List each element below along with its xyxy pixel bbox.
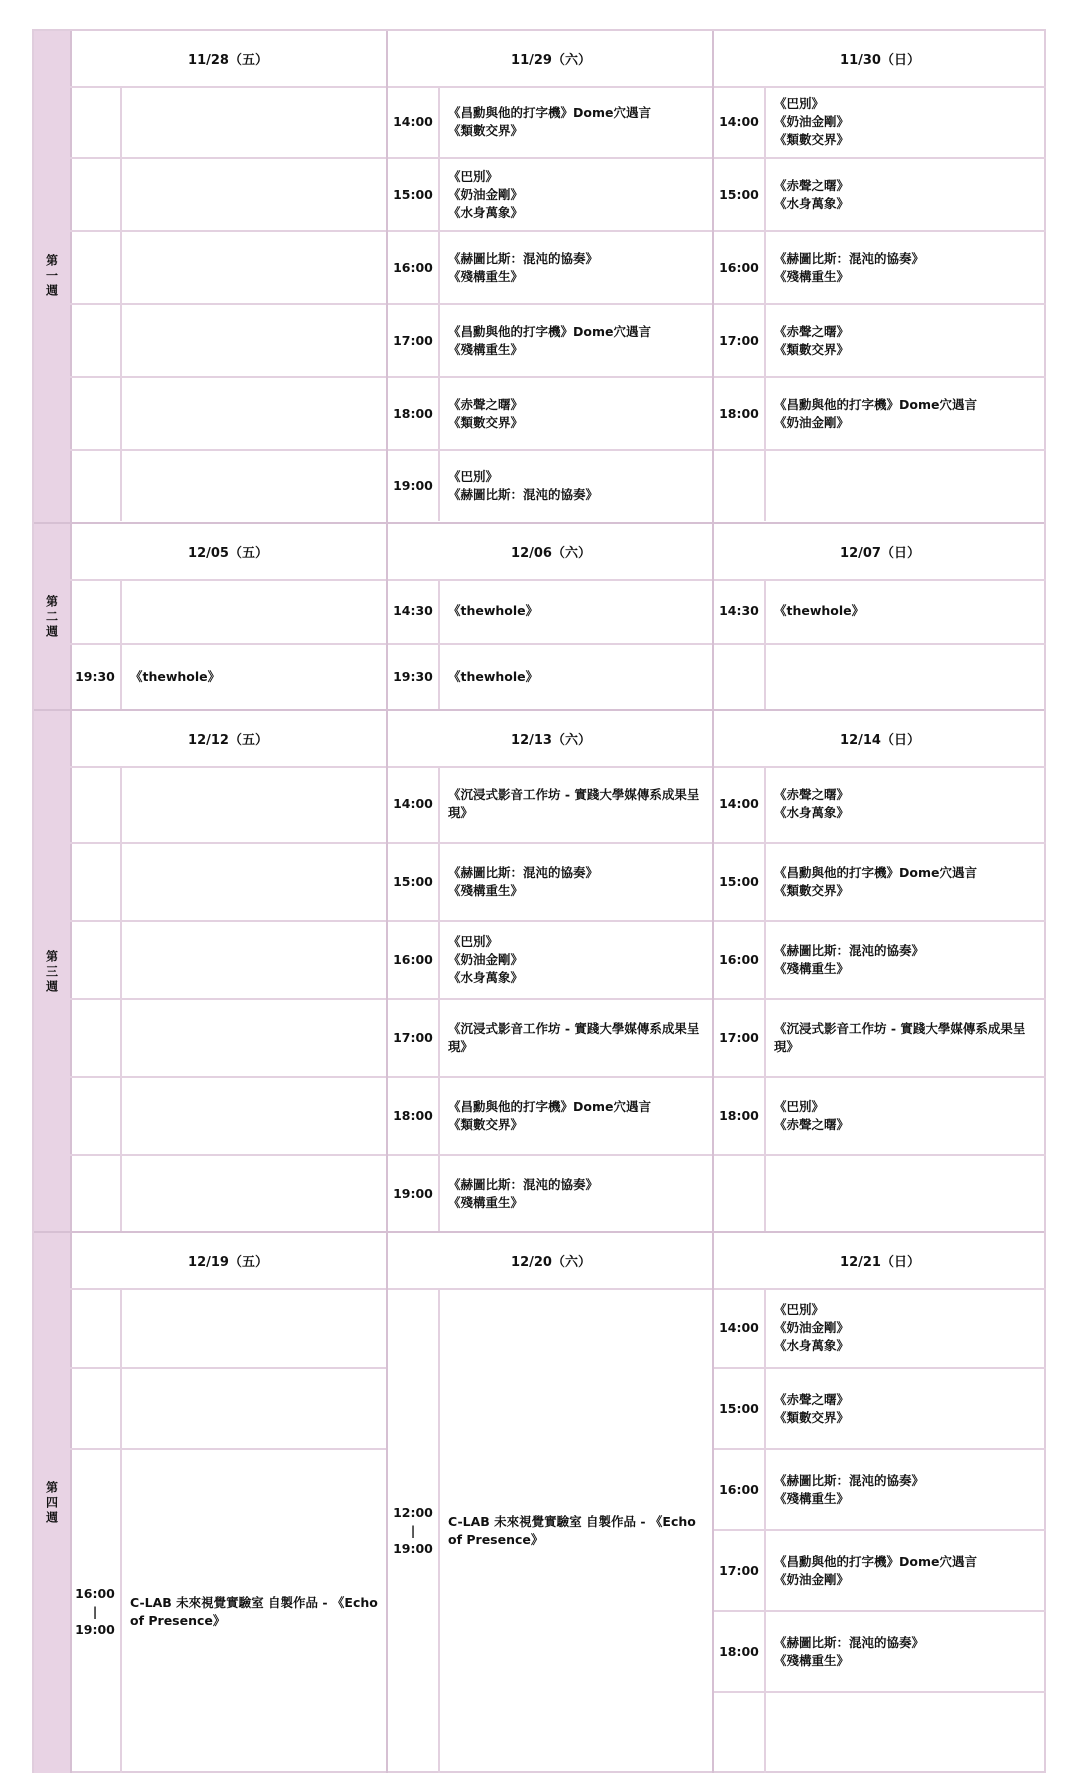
slot-programs (440, 159, 714, 230)
program-title: 《奶油金剛》 (774, 113, 850, 129)
slot-time: 16:00 (714, 1450, 766, 1529)
program-title: 《奶油金剛》 (448, 952, 524, 967)
schedule-slot (714, 766, 1046, 844)
slot-time: 15:00 (714, 1369, 766, 1448)
schedule-slot (70, 1156, 386, 1232)
program-title: C-LAB 未來視覺實驗室 自製作品 - 《Echo of Presence》 (130, 1594, 378, 1628)
slot-time: 19:00 (388, 451, 440, 521)
slot-programs (122, 86, 386, 157)
slot-time: 17:00 (714, 305, 766, 376)
program-title: 《昌勳與他的打字機》Dome穴遇言 (774, 396, 977, 412)
schedule-slot (714, 1531, 1046, 1612)
slot-programs (766, 922, 1046, 998)
schedule-slot (388, 378, 714, 451)
schedule-slot (714, 1369, 1046, 1450)
program-title: 《殘構重生》 (448, 1195, 524, 1210)
schedule-slot (388, 86, 714, 159)
day-header: 12/05（五） (70, 524, 386, 581)
day-column (70, 524, 386, 711)
slot-time (70, 766, 122, 842)
schedule-slot (714, 1693, 1046, 1773)
week-label-text: 第三週 (44, 949, 59, 995)
program-title: 《thewhole》 (130, 669, 221, 684)
slot-programs (122, 305, 386, 376)
slot-programs (440, 766, 714, 842)
program-title: 《類數交界》 (774, 1409, 850, 1425)
schedule-slot (388, 232, 714, 305)
slot-time (70, 1000, 122, 1076)
slot-time: 14:30 (388, 579, 440, 643)
schedule-slot (714, 1156, 1046, 1232)
program-title: 《巴別》 (774, 1099, 825, 1114)
slot-time: 18:00 (714, 1612, 766, 1691)
schedule-slot (388, 1156, 714, 1232)
day-column (712, 31, 1046, 522)
slot-time: 19:00 (388, 1156, 440, 1232)
program-title: 《奶油金剛》 (774, 1319, 850, 1335)
program-title: 《類數交界》 (448, 414, 524, 430)
schedule-slot (714, 232, 1046, 305)
schedule-slot (714, 305, 1046, 378)
program-title: 《赫圖比斯：混沌的協奏》 (448, 1177, 599, 1192)
slot-time: 18:00 (714, 1078, 766, 1154)
slot-time: 15:00 (714, 159, 766, 230)
slot-programs (440, 1078, 714, 1154)
day-header: 12/13（六） (388, 711, 714, 768)
slot-programs (440, 922, 714, 998)
schedule-slot (70, 159, 386, 232)
schedule-slot (70, 86, 386, 159)
day-header: 12/14（日） (714, 711, 1046, 768)
day-header: 12/20（六） (388, 1233, 714, 1290)
program-title: 《巴別》 (774, 95, 825, 111)
slot-time: 15:00 (388, 844, 440, 920)
slot-time: 17:00 (714, 1000, 766, 1076)
program-title: 《thewhole》 (448, 603, 539, 618)
slot-time (714, 451, 766, 521)
program-title: 《殘構重生》 (448, 883, 524, 898)
program-title: 《thewhole》 (774, 603, 865, 618)
slot-programs (122, 1156, 386, 1232)
program-title: 《沉浸式影音工作坊 - 實踐大學媒傳系成果呈現》 (448, 787, 700, 820)
slot-programs (766, 645, 1046, 709)
program-title: 《殘構重生》 (448, 268, 524, 284)
week-block (34, 31, 1044, 522)
schedule-slot (714, 645, 1046, 709)
program-title: 《赤聲之曙》 (774, 1391, 850, 1407)
slot-programs (766, 1693, 1046, 1773)
schedule-slot (70, 1369, 386, 1450)
program-title: 《類數交界》 (774, 883, 850, 898)
schedule-slot (70, 1288, 386, 1369)
program-title: 《巴別》 (448, 168, 499, 184)
program-title: 《殘構重生》 (774, 268, 850, 284)
schedule-slot (388, 1288, 714, 1773)
schedule-slot (70, 844, 386, 922)
slot-time (70, 579, 122, 643)
slot-programs (766, 579, 1046, 643)
slot-time: 15:00 (388, 159, 440, 230)
program-title: 《類數交界》 (774, 341, 850, 357)
slot-programs (766, 159, 1046, 230)
slot-time (70, 232, 122, 303)
slot-programs (122, 451, 386, 521)
schedule-slot (714, 451, 1046, 521)
slot-programs (766, 1531, 1046, 1610)
program-title: 《沉浸式影音工作坊 - 實踐大學媒傳系成果呈現》 (774, 1021, 1026, 1054)
program-title: 《昌勳與他的打字機》Dome穴遇言 (774, 1553, 977, 1569)
day-header: 11/29（六） (388, 31, 714, 88)
slot-programs (766, 1288, 1046, 1367)
day-column (70, 31, 386, 522)
schedule-slot (70, 766, 386, 844)
program-title: 《水身萬象》 (448, 970, 524, 985)
day-column (386, 31, 714, 522)
slot-programs (122, 159, 386, 230)
slot-time: 16:00 | 19:00 (70, 1450, 122, 1773)
day-column (386, 1233, 714, 1773)
slot-programs (122, 1369, 386, 1448)
slot-time: 14:30 (714, 579, 766, 643)
slot-time: 18:00 (388, 378, 440, 449)
day-header: 11/30（日） (714, 31, 1046, 88)
slot-time (70, 159, 122, 230)
slot-programs (766, 1450, 1046, 1529)
slot-programs (122, 766, 386, 842)
slot-time: 14:00 (714, 1288, 766, 1367)
program-title: 《殘構重生》 (774, 1490, 850, 1506)
slot-programs (122, 1288, 386, 1367)
slot-time: 19:30 (70, 645, 122, 709)
slot-programs (440, 1000, 714, 1076)
slot-time (70, 1369, 122, 1448)
schedule-slot (714, 579, 1046, 645)
slot-time: 16:00 (714, 232, 766, 303)
program-title: 《巴別》 (448, 934, 499, 949)
slot-time: 16:00 (388, 232, 440, 303)
program-title: 《殘構重生》 (774, 1652, 850, 1668)
program-title: 《類數交界》 (448, 122, 524, 138)
slot-time: 12:00 | 19:00 (388, 1288, 440, 1773)
program-title: 《赫圖比斯：混沌的協奏》 (448, 250, 599, 266)
week-block (34, 1231, 1044, 1773)
week-label (34, 31, 72, 522)
schedule-table (32, 29, 1046, 1773)
slot-time (70, 1288, 122, 1367)
schedule-slot (714, 1288, 1046, 1369)
slot-programs (766, 844, 1046, 920)
slot-time: 18:00 (388, 1078, 440, 1154)
schedule-slot (388, 844, 714, 922)
program-title: 《赤聲之曙》 (774, 1117, 850, 1132)
program-title: 《赤聲之曙》 (774, 787, 850, 802)
slot-time (70, 922, 122, 998)
program-title: 《殘構重生》 (774, 961, 850, 976)
schedule-slot (714, 1078, 1046, 1156)
slot-time: 16:00 (388, 922, 440, 998)
schedule-slot (70, 922, 386, 1000)
schedule-slot (388, 305, 714, 378)
slot-programs (440, 579, 714, 643)
slot-time: 17:00 (388, 1000, 440, 1076)
schedule-slot (388, 922, 714, 1000)
slot-programs (766, 232, 1046, 303)
slot-programs (766, 305, 1046, 376)
day-header: 12/07（日） (714, 524, 1046, 581)
slot-time (70, 86, 122, 157)
slot-programs (440, 305, 714, 376)
slot-programs (766, 378, 1046, 449)
slot-time: 14:00 (714, 86, 766, 157)
program-title: 《赫圖比斯：混沌的協奏》 (448, 487, 599, 502)
program-title: 《沉浸式影音工作坊 - 實踐大學媒傳系成果呈現》 (448, 1021, 700, 1054)
day-header: 12/06（六） (388, 524, 714, 581)
slot-programs (440, 1156, 714, 1232)
program-title: 《類數交界》 (448, 1117, 524, 1132)
slot-time (70, 1078, 122, 1154)
slot-programs (122, 1450, 386, 1773)
schedule-slot (388, 579, 714, 645)
slot-programs (122, 645, 386, 709)
schedule-slot (714, 1000, 1046, 1078)
slot-programs (440, 645, 714, 709)
week-label (34, 524, 72, 711)
program-title: C-LAB 未來視覺實驗室 自製作品 - 《Echo of Presence》 (448, 1513, 696, 1547)
slot-time: 17:00 (714, 1531, 766, 1610)
program-title: 《巴別》 (774, 1301, 825, 1317)
slot-time: 14:00 (388, 766, 440, 842)
slot-programs (766, 86, 1046, 157)
program-title: 《赤聲之曙》 (774, 323, 850, 339)
slot-time (714, 645, 766, 709)
day-column (70, 711, 386, 1233)
day-header: 11/28（五） (70, 31, 386, 88)
slot-programs (122, 232, 386, 303)
schedule-slot (714, 159, 1046, 232)
slot-programs (766, 766, 1046, 842)
program-title: 《奶油金剛》 (774, 414, 850, 430)
slot-programs (122, 378, 386, 449)
slot-programs (440, 1288, 714, 1773)
program-title: 《赫圖比斯：混沌的協奏》 (774, 943, 925, 958)
program-title: 《巴別》 (448, 469, 499, 484)
schedule-slot (70, 579, 386, 645)
schedule-slot (388, 159, 714, 232)
schedule-slot (714, 378, 1046, 451)
week-block (34, 709, 1044, 1233)
slot-programs (440, 86, 714, 157)
slot-programs (766, 1369, 1046, 1448)
program-title: 《昌勳與他的打字機》Dome穴遇言 (448, 1099, 651, 1114)
program-title: 《水身萬象》 (774, 195, 850, 211)
program-title: 《赫圖比斯：混沌的協奏》 (774, 1634, 925, 1650)
slot-time: 17:00 (388, 305, 440, 376)
schedule-slot (70, 451, 386, 521)
schedule-slot (388, 766, 714, 844)
program-title: 《赤聲之曙》 (774, 177, 850, 193)
program-title: 《赫圖比斯：混沌的協奏》 (448, 865, 599, 880)
program-title: 《水身萬象》 (774, 1337, 850, 1353)
slot-programs (122, 579, 386, 643)
schedule-slot (70, 1450, 386, 1773)
program-title: 《奶油金剛》 (448, 186, 524, 202)
schedule-slot (70, 378, 386, 451)
program-title: 《類數交界》 (774, 131, 850, 147)
week-label-text: 第一週 (44, 254, 59, 299)
week-label-text: 第四週 (44, 1480, 59, 1526)
schedule-slot (70, 305, 386, 378)
schedule-slot (70, 1000, 386, 1078)
program-title: 《昌勳與他的打字機》Dome穴遇言 (448, 323, 651, 339)
slot-programs (122, 1000, 386, 1076)
slot-time: 14:00 (388, 86, 440, 157)
schedule-slot (714, 844, 1046, 922)
program-title: 《殘構重生》 (448, 341, 524, 357)
day-column (70, 1233, 386, 1773)
slot-time: 18:00 (714, 378, 766, 449)
schedule-slot (714, 86, 1046, 159)
schedule-slot (70, 232, 386, 305)
slot-programs (122, 1078, 386, 1154)
slot-programs (122, 922, 386, 998)
day-column (386, 524, 714, 711)
slot-time: 15:00 (714, 844, 766, 920)
program-title: 《赤聲之曙》 (448, 396, 524, 412)
slot-time (70, 378, 122, 449)
slot-time (70, 451, 122, 521)
slot-programs (766, 451, 1046, 521)
week-label (34, 1233, 72, 1773)
program-title: 《水身萬象》 (774, 805, 850, 820)
day-column (712, 711, 1046, 1233)
schedule-slot (70, 645, 386, 709)
slot-time (714, 1156, 766, 1232)
program-title: 《thewhole》 (448, 669, 539, 684)
slot-programs (766, 1078, 1046, 1154)
day-column (386, 711, 714, 1233)
slot-programs (766, 1612, 1046, 1691)
slot-time (70, 844, 122, 920)
program-title: 《昌勳與他的打字機》Dome穴遇言 (448, 104, 651, 120)
slot-time (70, 1156, 122, 1232)
schedule-slot (388, 645, 714, 709)
schedule-slot (714, 1450, 1046, 1531)
day-header: 12/19（五） (70, 1233, 386, 1290)
schedule-slot (388, 1078, 714, 1156)
schedule-slot (714, 922, 1046, 1000)
day-header: 12/12（五） (70, 711, 386, 768)
program-title: 《赫圖比斯：混沌的協奏》 (774, 1472, 925, 1488)
day-header: 12/21（日） (714, 1233, 1046, 1290)
week-label-text: 第二週 (44, 595, 59, 640)
schedule-slot (388, 451, 714, 521)
slot-programs (440, 232, 714, 303)
slot-programs (440, 451, 714, 521)
program-title: 《奶油金剛》 (774, 1571, 850, 1587)
slot-time: 14:00 (714, 766, 766, 842)
program-title: 《赫圖比斯：混沌的協奏》 (774, 250, 925, 266)
schedule-slot (388, 1000, 714, 1078)
slot-programs (766, 1000, 1046, 1076)
slot-programs (122, 844, 386, 920)
day-column (712, 1233, 1046, 1773)
slot-time: 19:30 (388, 645, 440, 709)
program-title: 《昌勳與他的打字機》Dome穴遇言 (774, 865, 977, 880)
slot-time (714, 1693, 766, 1773)
week-block (34, 522, 1044, 711)
slot-time (70, 305, 122, 376)
day-column (712, 524, 1046, 711)
week-label (34, 711, 72, 1233)
slot-programs (766, 1156, 1046, 1232)
schedule-slot (70, 1078, 386, 1156)
program-title: 《水身萬象》 (448, 204, 524, 220)
slot-programs (440, 844, 714, 920)
slot-time: 16:00 (714, 922, 766, 998)
schedule-slot (714, 1612, 1046, 1693)
slot-programs (440, 378, 714, 449)
